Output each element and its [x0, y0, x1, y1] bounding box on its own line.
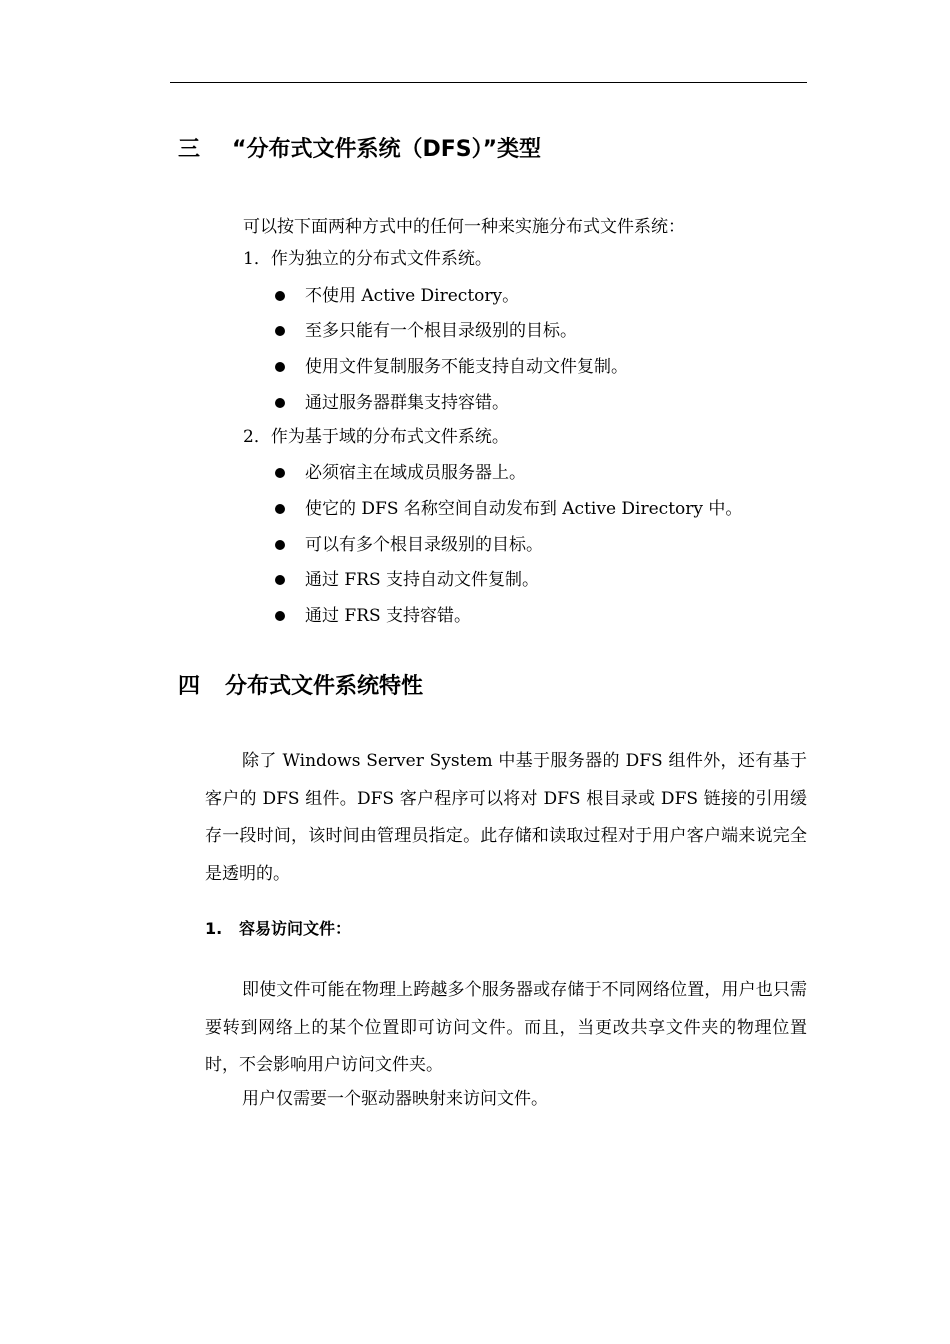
list-item-text: 使用文件复制服务不能支持自动文件复制。 — [305, 357, 628, 377]
bullet-icon — [275, 326, 285, 336]
section-3-number: 三 — [178, 137, 201, 162]
bullet-icon — [275, 362, 285, 372]
bullet-icon — [275, 398, 285, 408]
list-item-text: 必须宿主在域成员服务器上。 — [305, 463, 526, 483]
list-item-text: 使它的 DFS 名称空间自动发布到 Active Directory 中。 — [305, 499, 743, 519]
list-item-text: 至多只能有一个根目录级别的目标。 — [305, 321, 577, 341]
section-4-heading — [178, 673, 423, 701]
subsection-1-title: 容易访问文件： — [239, 919, 352, 938]
section-4-paragraph-1: 除了 Windows Server System 中基于服务器的 DFS 组件外，还有基于客户的 DFS 组件。DFS 客户程序可以将对 DFS 根目录或 DFS 链接的引用缓存一段时间，该时间由管理员指定。此存储和读取过程对于用户客户端来说完全是透明的。 — [205, 751, 807, 884]
subsection-1-number: 1. — [205, 919, 223, 938]
section-3-heading — [178, 136, 541, 164]
bullet-icon — [275, 468, 285, 478]
list-item-text: 不使用 Active Directory。 — [305, 286, 520, 306]
bullet-icon — [275, 575, 285, 585]
section-4-number: 四 — [178, 674, 201, 699]
section-4-paragraph-3: 用户仅需要一个驱动器映射来访问文件。 — [242, 1089, 548, 1109]
group-2-label: 2．作为基于域的分布式文件系统。 — [243, 427, 509, 447]
header-rule — [170, 82, 807, 83]
section-3-title: “分布式文件系统（DFS）”类型 — [232, 137, 542, 162]
subsection-1-heading — [205, 918, 351, 940]
group-1-label: 1．作为独立的分布式文件系统。 — [243, 249, 492, 269]
bullet-icon — [275, 504, 285, 514]
section-3-intro: 可以按下面两种方式中的任何一种来实施分布式文件系统： — [243, 217, 685, 237]
list-item-text: 通过 FRS 支持容错。 — [305, 606, 472, 626]
section-4-paragraph-2: 即使文件可能在物理上跨越多个服务器或存储于不同网络位置，用户也只需要转到网络上的某个位置即可访问文件。而且，当更改共享文件夹的物理位置时，不会影响用户访问文件夹。 — [205, 980, 807, 1075]
section-4-title: 分布式文件系统特性 — [225, 674, 424, 699]
bullet-icon — [275, 611, 285, 621]
list-item-text: 可以有多个根目录级别的目标。 — [305, 535, 543, 555]
list-item-text: 通过服务器群集支持容错。 — [305, 393, 509, 413]
bullet-icon — [275, 540, 285, 550]
list-item-text: 通过 FRS 支持自动文件复制。 — [305, 570, 540, 590]
bullet-icon — [275, 291, 285, 301]
